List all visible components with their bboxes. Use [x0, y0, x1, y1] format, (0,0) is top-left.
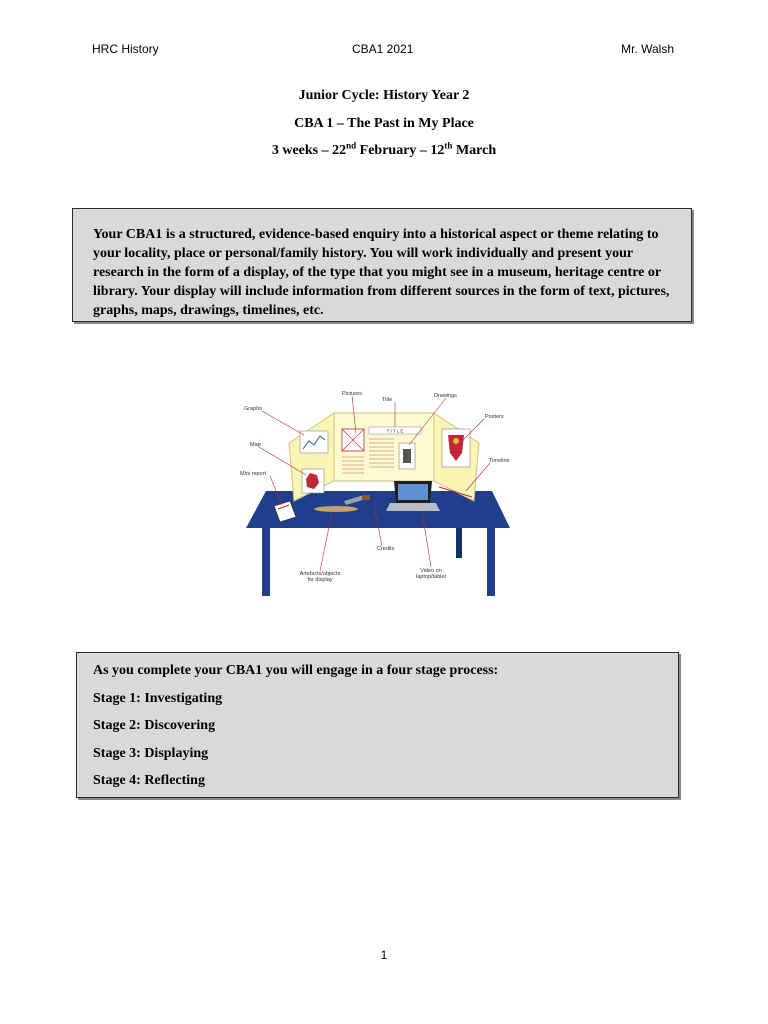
intro-text: Your CBA1 is a structured, evidence-based enquiry into a historical aspect or theme relating to your locality, place or personal/family history. You will work individually and present your research in the form of a display, of the type that you might see in a museum, heritage centre or library. Your display will include information from different sources in the form of text, pictures, graphs, maps, drawings, timelines, etc. — [93, 227, 670, 318]
label-map: Map — [250, 442, 261, 448]
laptop-display — [398, 484, 428, 500]
label-title: Title — [382, 397, 393, 403]
display-illustration — [234, 383, 524, 603]
stage-item: Stage 4: Reflecting — [93, 773, 205, 789]
label-artefacts-2: for display — [307, 577, 333, 583]
artefact-hilt — [362, 495, 370, 500]
header-right: Mr. Walsh — [621, 42, 674, 56]
header-left: HRC History — [92, 42, 159, 56]
label-timeline: Timeline — [489, 458, 510, 464]
title-block — [0, 86, 768, 169]
poster-detail — [453, 438, 459, 444]
label-credits: Credits — [377, 546, 395, 552]
page-header — [0, 42, 768, 60]
label-mini-report: Mini report — [240, 471, 266, 477]
header-center: CBA1 2021 — [352, 42, 414, 56]
title-line-3: 3 weeks – 22nd February – 12th March — [271, 140, 497, 158]
laptop-base — [386, 503, 440, 511]
title-line-1: Junior Cycle: History Year 2 — [298, 88, 470, 103]
table-leg — [456, 528, 462, 558]
label-video-1: Video on — [420, 568, 442, 574]
stages-box — [76, 652, 679, 798]
table-leg — [487, 528, 495, 596]
title-line-2: CBA 1 – The Past in My Place — [294, 115, 474, 131]
artefact-scroll — [314, 506, 358, 512]
stages-intro: As you complete your CBA1 you will engage in a four stage process: — [93, 663, 499, 678]
label-graphs: Graphs — [244, 406, 263, 412]
stage-item: Stage 1: Investigating — [93, 690, 223, 706]
label-pictures: Pictures — [342, 391, 362, 397]
intro-box — [72, 208, 692, 322]
stage-item: Stage 2: Discovering — [93, 718, 216, 734]
board-title-text: T I T L E — [386, 428, 404, 434]
label-drawings: Drawings — [434, 393, 457, 399]
label-video-2: laptop/tablet — [416, 574, 446, 580]
page-number: 1 — [380, 948, 388, 962]
drawing-figure — [403, 449, 411, 463]
stage-item: Stage 3: Displaying — [93, 745, 209, 761]
graph-card — [300, 431, 328, 453]
table-leg — [262, 528, 270, 596]
label-artefacts-1: Artefacts/objects — [299, 571, 341, 577]
label-posters: Posters — [485, 414, 504, 420]
display-diagram — [234, 383, 524, 603]
